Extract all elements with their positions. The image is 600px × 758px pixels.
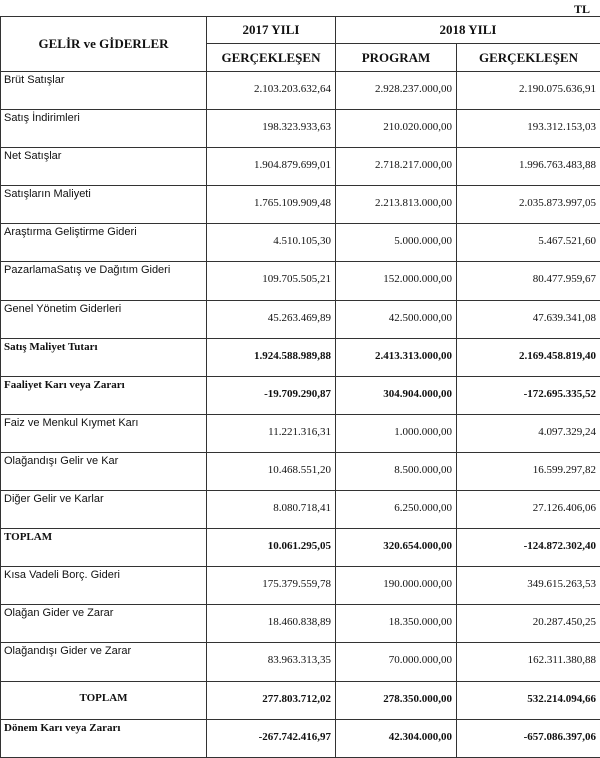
cell-2018-program: 42.304.000,00	[336, 719, 457, 757]
cell-2017-realized: 277.803.712,02	[207, 681, 336, 719]
cell-2017-realized: 83.963.313,35	[207, 643, 336, 681]
table-row	[1, 148, 600, 186]
cell-2017-realized: 4.510.105,30	[207, 224, 336, 262]
table-row	[1, 262, 600, 300]
cell-2017-realized: 10.468.551,20	[207, 452, 336, 490]
cell-2017-realized: 1.924.588.989,88	[207, 338, 336, 376]
cell-2017-realized: 8.080.718,41	[207, 491, 336, 529]
cell-2017-realized: 1.765.109.909,48	[207, 186, 336, 224]
cell-2017-realized: 175.379.559,78	[207, 567, 336, 605]
cell-2018-realized: 193.312.153,03	[457, 110, 600, 148]
cell-2018-realized: 2.035.873.997,05	[457, 186, 600, 224]
cell-2017-realized: 11.221.316,31	[207, 414, 336, 452]
table-row	[1, 72, 600, 110]
table-row	[1, 605, 600, 643]
cell-2018-program: 304.904.000,00	[336, 376, 457, 414]
table-row	[1, 414, 600, 452]
row-label: TOPLAM	[1, 529, 207, 567]
cell-2018-realized: 4.097.329,24	[457, 414, 600, 452]
cell-2018-program: 320.654.000,00	[336, 529, 457, 567]
table-row-subtotal	[1, 338, 600, 376]
cell-2018-program: 6.250.000,00	[336, 491, 457, 529]
header-2017-realized: GERÇEKLEŞEN	[207, 44, 336, 72]
row-label: Genel Yönetim Giderleri	[1, 300, 207, 338]
cell-2018-program: 8.500.000,00	[336, 452, 457, 490]
cell-2018-program: 2.928.237.000,00	[336, 72, 457, 110]
table-row	[1, 224, 600, 262]
cell-2017-realized: -19.709.290,87	[207, 376, 336, 414]
cell-2018-realized: 47.639.341,08	[457, 300, 600, 338]
cell-2018-program: 2.213.813.000,00	[336, 186, 457, 224]
row-label: Brüt Satışlar	[1, 72, 207, 110]
cell-2018-program: 152.000.000,00	[336, 262, 457, 300]
cell-2017-realized: 1.904.879.699,01	[207, 148, 336, 186]
row-label: Faaliyet Karı veya Zararı	[1, 376, 207, 414]
cell-2018-realized: 2.169.458.819,40	[457, 338, 600, 376]
header-gelir-giderler: GELİR ve GİDERLER	[1, 17, 207, 72]
header-year-2018: 2018 YILI	[336, 17, 600, 44]
cell-2018-program: 278.350.000,00	[336, 681, 457, 719]
row-label: Araştırma Geliştirme Gideri	[1, 224, 207, 262]
cell-2018-realized: 2.190.075.636,91	[457, 72, 600, 110]
cell-2018-realized: -124.872.302,40	[457, 529, 600, 567]
cell-2018-program: 210.020.000,00	[336, 110, 457, 148]
cell-2018-realized: 349.615.263,53	[457, 567, 600, 605]
cell-2017-realized: 109.705.505,21	[207, 262, 336, 300]
cell-2018-program: 190.000.000,00	[336, 567, 457, 605]
table-row-net-result	[1, 719, 600, 757]
row-label: TOPLAM	[1, 681, 207, 719]
cell-2017-realized: 45.263.469,89	[207, 300, 336, 338]
cell-2018-realized: 20.287.450,25	[457, 605, 600, 643]
table-row	[1, 643, 600, 681]
cell-2018-program: 2.718.217.000,00	[336, 148, 457, 186]
cell-2018-program: 2.413.313.000,00	[336, 338, 457, 376]
table-row-grand-total	[1, 681, 600, 719]
row-label: Faiz ve Menkul Kıymet Karı	[1, 414, 207, 452]
cell-2018-realized: 27.126.406,06	[457, 491, 600, 529]
cell-2018-program: 18.350.000,00	[336, 605, 457, 643]
cell-2017-realized: 10.061.295,05	[207, 529, 336, 567]
cell-2017-realized: 18.460.838,89	[207, 605, 336, 643]
row-label: Net Satışlar	[1, 148, 207, 186]
cell-2018-program: 42.500.000,00	[336, 300, 457, 338]
row-label: Satış Maliyet Tutarı	[1, 338, 207, 376]
cell-2018-realized: -172.695.335,52	[457, 376, 600, 414]
table-row	[1, 491, 600, 529]
cell-2018-program: 70.000.000,00	[336, 643, 457, 681]
row-label: PazarlamaSatış ve Dağıtım Gideri	[1, 262, 207, 300]
row-label: Kısa Vadeli Borç. Gideri	[1, 567, 207, 605]
table-row	[1, 452, 600, 490]
table-row	[1, 567, 600, 605]
cell-2017-realized: 2.103.203.632,64	[207, 72, 336, 110]
cell-2018-realized: 5.467.521,60	[457, 224, 600, 262]
header-2018-realized: GERÇEKLEŞEN	[457, 44, 600, 72]
cell-2018-program: 5.000.000,00	[336, 224, 457, 262]
row-label: Dönem Karı veya Zararı	[1, 719, 207, 757]
table-row	[1, 186, 600, 224]
table-row	[1, 110, 600, 148]
cell-2018-realized: 162.311.380,88	[457, 643, 600, 681]
cell-2018-realized: 1.996.763.483,88	[457, 148, 600, 186]
row-label: Olağan Gider ve Zarar	[1, 605, 207, 643]
table-row-subtotal	[1, 376, 600, 414]
row-label: Olağandışı Gider ve Zarar	[1, 643, 207, 681]
table-row	[1, 300, 600, 338]
cell-2018-realized: 532.214.094,66	[457, 681, 600, 719]
table-row-total	[1, 529, 600, 567]
header-2018-program: PROGRAM	[336, 44, 457, 72]
header-year-2017: 2017 YILI	[207, 17, 336, 44]
cell-2018-program: 1.000.000,00	[336, 414, 457, 452]
cell-2018-realized: 80.477.959,67	[457, 262, 600, 300]
row-label: Olağandışı Gelir ve Kar	[1, 452, 207, 490]
cell-2018-realized: -657.086.397,06	[457, 719, 600, 757]
income-expense-table	[0, 16, 600, 758]
cell-2018-realized: 16.599.297,82	[457, 452, 600, 490]
cell-2017-realized: -267.742.416,97	[207, 719, 336, 757]
row-label: Diğer Gelir ve Karlar	[1, 491, 207, 529]
cell-2017-realized: 198.323.933,63	[207, 110, 336, 148]
currency-label: TL	[574, 2, 590, 17]
row-label: Satış İndirimleri	[1, 110, 207, 148]
row-label: Satışların Maliyeti	[1, 186, 207, 224]
